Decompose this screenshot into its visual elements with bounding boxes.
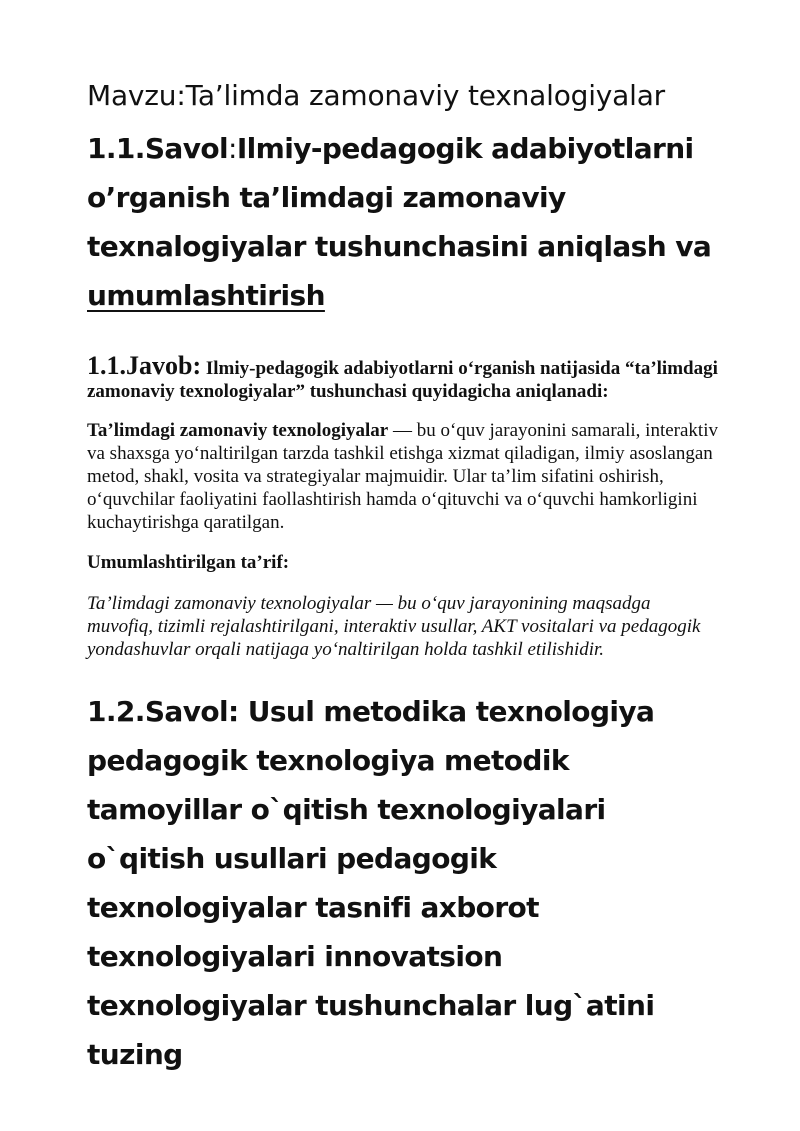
answer-1-text: Ilmiy-pedagogik adabiyotlarni o‘rganish natijasida “ta’limdagi zamonaviy texnologiyalar” tushunchasi quyidagicha aniqlanadi: bbox=[87, 358, 718, 402]
answer-1-paragraph bbox=[87, 351, 720, 403]
definition-text: — bu o‘quv jarayonini samarali, interaktiv va shaxsga yo‘naltirilgan tarzda tashkil etishga xizmat qiladigan, ilmiy asoslangan metod, shakl, vosita va strategiyalar majmuidir. Ular ta’lim sifatini oshirish, o‘quvchilar faoliyatini faollashtirish hamda o‘qituvchi va o‘quvchi hamkorligini kuchaytirishga qaratilgan. bbox=[87, 420, 718, 533]
question-1-underlined-word: umumlashtirish bbox=[87, 279, 325, 312]
question-1-text: Ilmiy-pedagogik adabiyotlarni o’rganish ta’limdagi zamonaviy texnalogiyalar tushunchasini aniqlash va bbox=[87, 132, 712, 263]
question-1-colon: : bbox=[228, 132, 237, 165]
definition-term: Ta’limdagi zamonaviy texnologiyalar bbox=[87, 420, 389, 441]
answer-1-label: 1.1.Javob: bbox=[87, 351, 202, 380]
definition-paragraph bbox=[87, 419, 720, 534]
question-2-heading: 1.2.Savol: Usul metodika texnologiya pedagogik texnologiya metodik tamoyillar o`qitish texnologiyalari o`qitish usullari pedagogik texnologiyalar tasnifi axborot texnologiyalari innovatsion texnologiyalar tushunchalar lug`atini tuzing bbox=[87, 695, 655, 1071]
generalized-heading: Umumlashtirilgan ta’rif: bbox=[87, 552, 290, 573]
generalized-definition: Ta’limdagi zamonaviy texnologiyalar — bu o‘quv jarayonining maqsadga muvofiq, tizimli rejalashtirilgani, interaktiv usullar, AKT vositalari va pedagogik yondashuvlar orqali natijaga yo‘naltirilgan holda tashkil etilishidir. bbox=[87, 593, 701, 660]
question-1-heading bbox=[87, 124, 720, 320]
question-1-label: 1.1.Savol bbox=[87, 132, 228, 165]
topic-title: Mavzu:Ta’limda zamonaviy texnalogiyalar bbox=[87, 79, 665, 112]
